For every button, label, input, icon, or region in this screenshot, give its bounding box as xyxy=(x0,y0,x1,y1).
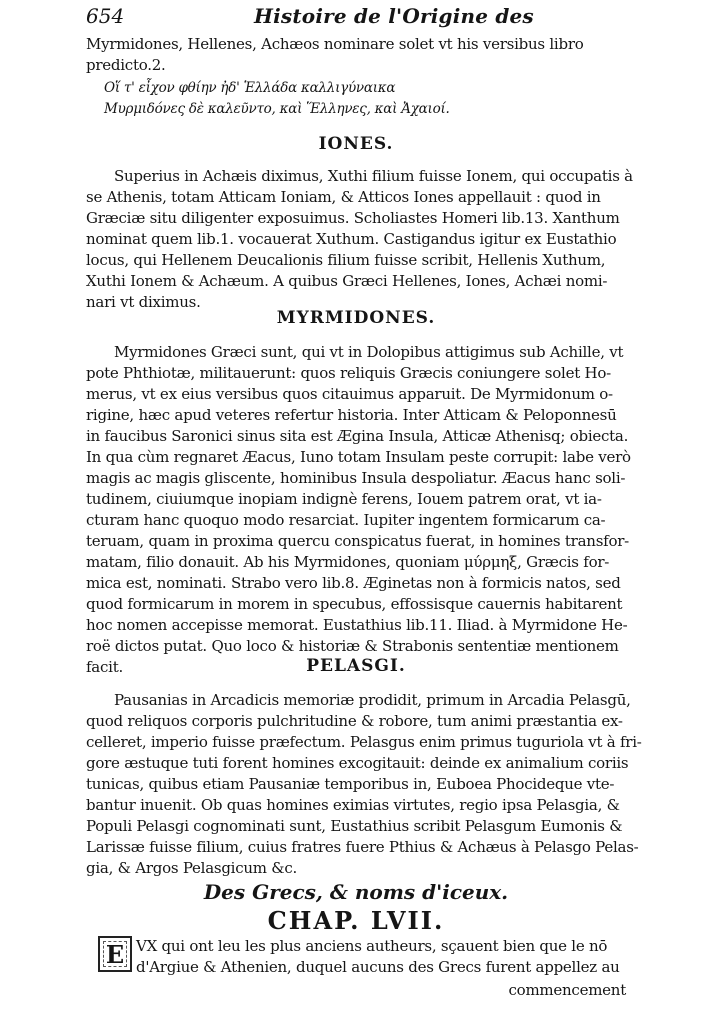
text-line: bantur inuenit. Ob quas homines eximias virtutes, regio ipsa Pelasgia, & xyxy=(86,796,620,814)
text-line: tunicas, quibus etiam Pausaniæ temporibus in, Euboea Phocideque vte- xyxy=(86,775,615,793)
greek-verse xyxy=(104,78,644,120)
drop-cap-initial: E xyxy=(98,936,132,972)
text-line: Myrmidones Græci sunt, qui vt in Dolopibus attigimus sub Achille, vt xyxy=(114,343,624,361)
text-line: teruam, quam in proxima quercu conspicatus fuerat, in homines transfor- xyxy=(86,532,629,550)
chapter-title: CHAP. LVII. xyxy=(267,906,445,935)
text-line: In qua cùm regnaret Æacus, Iuno totam Insulam peste corrupit: labe verò xyxy=(86,448,631,466)
text-line: Græciæ situ diligenter exposuimus. Scholiastes Homeri lib.13. Xanthum xyxy=(86,209,620,227)
text-line: Pausanias in Arcadicis memoriæ prodidit, primum in Arcadia Pelasgū, xyxy=(114,691,631,709)
text-line: quod reliquos corporis pulchritudine & robore, tum animi præstantia ex- xyxy=(86,712,623,730)
text-line: predicto.2. xyxy=(86,56,166,74)
text-line: Xuthi Ionem & Achæum. A quibus Græci Hellenes, Iones, Achæi nomi- xyxy=(86,272,608,290)
text-line: matam, filio donauit. Ab his Myrmidones, quoniam μύρμηξ, Græcis for- xyxy=(86,553,610,571)
section-body-myrmidones xyxy=(86,342,631,678)
text-line: Myrmidones, Hellenes, Achæos nominare solet vt his versibus libro xyxy=(86,35,584,53)
page-header xyxy=(86,4,646,28)
text-line: d'Argiue & Athenien, duquel aucuns des Grecs furent appellez au xyxy=(136,958,620,976)
text-line: facit. xyxy=(86,658,123,676)
text-line: nari vt diximus. xyxy=(86,293,201,311)
text-line: pote Phthiotæ, militauerunt: quos reliquis Græcis coniungere solet Ho- xyxy=(86,364,611,382)
intro-paragraph xyxy=(86,34,626,76)
text-line: mica est, nominati. Strabo vero lib.8. Æginetas non à formicis natos, sed xyxy=(86,574,621,592)
text-line: locus, qui Hellenem Deucalionis filium fuisse scribit, Hellenis Xuthum, xyxy=(86,251,606,269)
section-heading-myrmidones: MYRMIDONES. xyxy=(276,308,436,328)
text-line: merus, vt ex eius versibus quos citauimus apparuit. De Myrmidonum o- xyxy=(86,385,613,403)
chapter-opening-lines xyxy=(136,936,626,978)
text-line: tudinem, ciuiumque inopiam indignè ferens, Iouem patrem orat, vt ia- xyxy=(86,490,602,508)
catchword-text: commencement xyxy=(508,981,626,999)
text-line: cturam hanc quoquo modo resarciat. Iupiter ingentem formicarum ca- xyxy=(86,511,606,529)
text-line: VX qui ont leu les plus anciens autheurs, sçauent bien que le nō xyxy=(136,937,608,955)
catchword xyxy=(86,980,626,1001)
text-line: rigine, hæc apud veteres refertur historia. Inter Atticam & Peloponnesū xyxy=(86,406,617,424)
text-line: celleret, imperio fuisse præfectum. Pelasgus enim primus tuguriola vt à fri- xyxy=(86,733,642,751)
page-number: 654 xyxy=(86,4,125,28)
greek-verse-line: Οἵ τ' εἶχον φθίην ἠδ' Ἑλλάδα καλλιγύναικα xyxy=(104,80,396,96)
running-title: Histoire de l'Origine des xyxy=(254,4,534,28)
text-line: in faucibus Saronici sinus sita est Ægina Insula, Atticæ Athenisq; obiecta. xyxy=(86,427,629,445)
section-title-des-grecs: Des Grecs, & noms d'iceux. xyxy=(203,880,509,904)
section-body-iones xyxy=(86,166,633,313)
text-line: quod formicarum in morem in specubus, effossisque cauernis habitarent xyxy=(86,595,623,613)
text-line: Superius in Achæis diximus, Xuthi filium fuisse Ionem, qui occupatis à xyxy=(114,167,633,185)
section-heading-pelasgi: PELASGI. xyxy=(306,656,406,676)
text-line: magis ac magis gliscente, hominibus Insula despoliatur. Æacus hanc soli- xyxy=(86,469,626,487)
section-body-pelasgi xyxy=(86,690,642,879)
greek-verse-line: Μυρμιδόνες δὲ καλεῦντο, καὶ Ἕλληνες, καὶ Ἀχαιοί. xyxy=(104,101,450,117)
text-line: gore æstuque tuti forent homines excogitauit: deinde ex animalium coriis xyxy=(86,754,629,772)
text-line: nominat quem lib.1. vocauerat Xuthum. Castigandus igitur ex Eustathio xyxy=(86,230,617,248)
text-line: hoc nomen accepisse memorat. Eustathius lib.11. Iliad. à Myrmidone He- xyxy=(86,616,628,634)
text-line: se Athenis, totam Atticam Ioniam, & Atticos Iones appellauit : quod in xyxy=(86,188,601,206)
text-line: Larissæ fuisse filium, cuius fratres fuere Pthius & Achæus à Pelasgo Pelas- xyxy=(86,838,639,856)
section-heading-iones: IONES. xyxy=(318,134,394,154)
text-line: gia, & Argos Pelasgicum &c. xyxy=(86,859,298,877)
text-line: roë dictos putat. Quo loco & historiæ & Strabonis sententiæ mentionem xyxy=(86,637,619,655)
text-line: Populi Pelasgi cognominati sunt, Eustathius scribit Pelasgum Eumonis & xyxy=(86,817,623,835)
